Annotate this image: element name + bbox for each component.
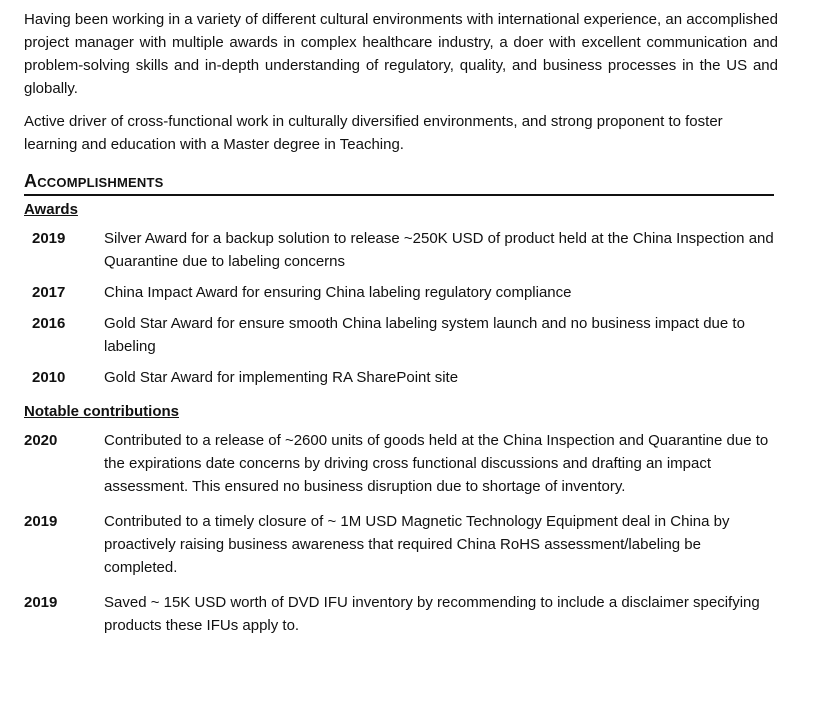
award-item xyxy=(24,366,778,389)
contribution-item xyxy=(24,429,778,498)
contribution-year: 2019 xyxy=(24,513,58,530)
award-item xyxy=(24,312,778,358)
award-item xyxy=(24,281,778,304)
award-description: China Impact Award for ensuring China labeling regulatory compliance xyxy=(104,284,572,301)
award-year: 2010 xyxy=(32,369,66,386)
accomplishments-heading-rest: ccomplishments xyxy=(37,171,164,191)
accomplishments-heading xyxy=(24,170,774,196)
award-year: 2017 xyxy=(32,284,66,301)
intro-paragraph-1: Having been working in a variety of different cultural environments with international experience, an accomplished project manager with multiple awards in complex healthcare industry, a doer with excellent communication and problem-solving skills and in-depth understanding of regulatory, quality, and business processes in the US and globally. xyxy=(24,11,778,97)
award-year: 2016 xyxy=(32,315,66,332)
award-year: 2019 xyxy=(32,230,66,247)
award-description: Gold Star Award for ensure smooth China labeling system launch and no business impact due to labeling xyxy=(104,315,745,355)
contribution-item xyxy=(24,510,778,579)
contribution-item xyxy=(24,591,778,637)
accomplishments-heading-initial: A xyxy=(24,171,38,191)
resume-page xyxy=(24,8,778,637)
notable-contributions-subheading: Notable contributions xyxy=(24,403,179,420)
awards-list xyxy=(24,227,778,389)
contributions-list xyxy=(24,429,778,637)
contribution-description: Saved ~ 15K USD worth of DVD IFU inventory by recommending to include a disclaimer specifying products these IFUs apply to. xyxy=(104,594,760,634)
award-item xyxy=(24,227,778,273)
contribution-description: Contributed to a release of ~2600 units of goods held at the China Inspection and Quarantine due to the expirations date concerns by driving cross functional discussions and drafting an impact assessment. This ensured no business disruption due to shortage of inventory. xyxy=(104,432,769,495)
award-description: Silver Award for a backup solution to release ~250K USD of product held at the China Inspection and Quarantine due to labeling concerns xyxy=(104,230,774,270)
contribution-description: Contributed to a timely closure of ~ 1M USD Magnetic Technology Equipment deal in China by proactively raising business awareness that required China RoHS assessment/labeling be completed. xyxy=(104,513,730,576)
contribution-year: 2019 xyxy=(24,594,58,611)
award-description: Gold Star Award for implementing RA SharePoint site xyxy=(104,369,459,386)
contribution-year: 2020 xyxy=(24,432,58,449)
intro-paragraph-2: Active driver of cross-functional work in culturally diversified environments, and strong proponent to foster learning and education with a Master degree in Teaching. xyxy=(24,113,723,153)
awards-subheading: Awards xyxy=(24,201,78,218)
